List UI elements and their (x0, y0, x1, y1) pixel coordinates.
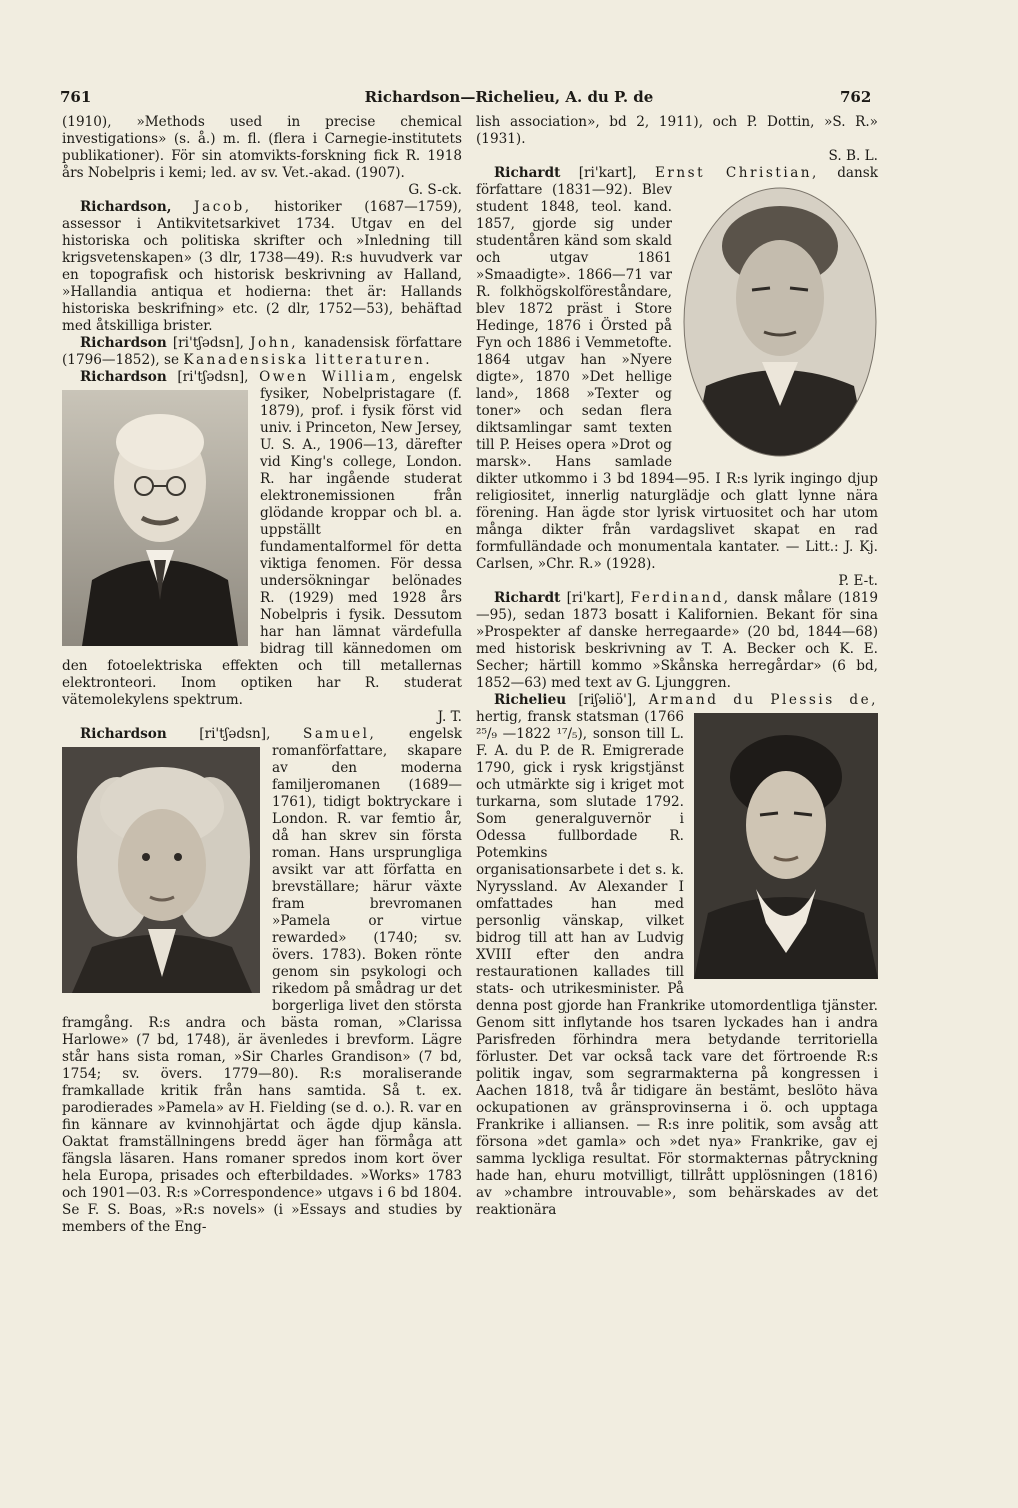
portrait-samuel-richardson (62, 747, 260, 993)
entry-continuation: lish association», bd 2, 1911), och P. Dottin, »S. R.» (1931). S. B. L. (476, 114, 878, 164)
entry-richelieu: Richelieu [riʃəliö'], Armand du Plessis de, hertig, fransk statsman (1766 ²⁵/₉ —1822 ¹⁷/₅), sonson till L. F. A. du P. de R. Emigrerade 1790, gick i rysk krigstjänst och utmärkte sig i kriget mot turkarna, som slutade 1792. Som generalguvernör i Odessa fullbordade R. Potemkins organisationsarbete i det s. k. Nyryssland. Av Alexander I omfattades han med personlig vänskap, vilket bidrog till att han av Ludvig XVIII efter den andra restaurationen kallades till stats- och utrikesminister. På denna post gjorde han Frankrike utomordentliga tjänster. Genom sitt inflytande hos tsaren lyckades han i andra Parisfreden förhindra mera betydande territoriella förluster. Det var också tack vare det förtroende R:s politik ingav, som segrarmakterna på kongressen i Aachen 1818, två år tidigare än bestämt, beslöto häva ockupationen av gränsprovinserna i ö. och upptaga Frankrike i alliansen. — R:s inre politik, som avsåg att försona »det gamla» och »det nya» Frankrike, gav ej samma lyckliga resultat. För stormakternas påtryckning hade han, ehuru motvilligt, tillrått upplösningen (1816) av »chambre introuvable», som behärskades av det reaktionära (476, 692, 878, 1218)
portrait-owen-richardson (62, 390, 248, 646)
pronunciation: [ri'tʃədsn], (172, 335, 244, 351)
headword: Richelieu (494, 692, 567, 708)
page-number-right: 762 (840, 88, 872, 106)
entry-samuel: Richardson [ri'tʃədsn], Samuel, engelsk romanförfattare, skapare av den moderna familjeromanen (1689—1761), tidigt boktryckare i London. R. var femtio år, då han skrev sin första roman. Hans ursprungliga avsikt var att författa en brevställare; härur växte fram brevromanen »Pamela or virtue rewarded» (1740; sv. övers. 1783). Boken rönte genom sin psykologi och rikedom på smådrag ur det borgerliga livet den största framgång. R:s andra och bästa roman, »Clarissa Harlowe» (7 bd, 1748), är ävenledes i brevform. Lägre står hans sista roman, »Sir Charles Grandison» (7 bd, 1754; sv. övers. 1779—80). R:s moraliserande framkallade kritik från hans samtida. Så t. ex. parodierades »Pamela» av H. Fielding (se d. o.). R. var en fin kännare av kvinnohjärtat och ägde djup känsla. Oaktat framställningens bredd äger han förmåga att fängsla läsaren. Hans romaner spredos inom kort över hela Europa, prisades och efterbildades. »Works» 1783 och 1901—03. R:s »Correspondence» utgavs i 6 bd 1804. Se F. S. Boas, »R:s novels» (i »Essays and studies by members of the Eng- (62, 726, 462, 1235)
given-name: Ferdinand, (630, 590, 731, 606)
portrait-ernst-richardt (682, 186, 878, 458)
given-name: John, (250, 335, 299, 351)
given-name: Owen William, (259, 369, 399, 385)
entry-ernst: Richardt [ri'kart], Ernst Christian, dansk författare (1831—92). Blev student 1848, teol. kand. 1857, gjorde sig under studentåren känd som skald och utgav 1861 »Smaadigte». 1866—71 var R. folkhögskolföreståndare, blev 1872 präst i Store Hedinge, 1876 i Örsted på Fyn och 1886 i Vemmetofte. 1864 utgav han »Nyere digte», 1870 »Det hellige land», 1868 »Texter og toner» och sedan flera diktsamlingar samt texten till P. Heises opera »Drot og marsk». Hans samlade dikter utkommo i 3 bd 1894—95. I R:s lyrik ingingo djup religiositet, innerlig naturglädje och glatt lynne nära förening. Han ägde stor lyrisk virtuositet och har utom många dikter från vardagslivet skapat en rad formfulländade och monumentala kantater. — Litt.: J. Kj. Carlsen, »Chr. R.» (1928). P. E-t. (476, 165, 879, 589)
left-column (62, 114, 462, 1236)
pronunciation: [ri'kart], (566, 590, 625, 606)
headword: Richardson (80, 369, 167, 385)
headword: Richardson (80, 335, 167, 351)
headword: Richardt (494, 590, 561, 606)
signature: P. E-t. (838, 573, 878, 589)
pronunciation: [ri'tʃədsn], (199, 726, 271, 742)
pronunciation: [riʃəliö'], (578, 692, 637, 708)
headword: Richardt (494, 165, 561, 181)
signature: S. B. L. (828, 148, 878, 164)
given-name: Ernst Christian, (654, 165, 819, 181)
pronunciation: [ri'kart], (578, 165, 637, 181)
given-name: Samuel, (303, 726, 377, 742)
entry-john: Richardson [ri'tʃədsn], John, kanadensisk författare (1796—1852), se Kanadensiska litteraturen. (62, 335, 462, 368)
entry-ferdinand: Richardt [ri'kart], Ferdinand, dansk målare (1819—95), sedan 1873 bosatt i Kalifornien. Bekant för sina »Prospekter af danske herregaarde» (20 bd, 1844—68) med historisk beskrivning av T. A. Becker och K. E. Secher; härtill kommo »Skånska herregårdar» (6 bd, 1852—63) med text av G. Ljunggren. (476, 590, 878, 691)
entry-owen: Richardson [ri'tʃədsn], Owen William, engelsk fysiker, Nobelpristagare (f. 1879), prof. i fysik först vid univ. i Princeton, New Jersey, U. S. A., 1906—13, därefter vid King's college, London. R. har ingående studerat elektronemissionen från glödande kroppar och bl. a. uppställt en fundamentalformel för detta viktiga fenomen. För dessa undersökningar belönades R. (1929) med 1928 års Nobelpris i fysik. Dessutom har han lämnat värdefulla bidrag till kännedomen om den fotoelektriska effekten och till metallernas elektronteori. Inom optiken har R. studerat vätemolekylens spektrum. J. T. (62, 369, 462, 725)
portrait-richelieu (694, 713, 878, 979)
running-title: Richardson—Richelieu, A. du P. de (364, 88, 654, 106)
signature: G. S-ck. (408, 182, 462, 198)
given-name: Jacob, (194, 199, 252, 215)
pronunciation: [ri'tʃədsn], (177, 369, 249, 385)
headword: Richardson (80, 726, 167, 742)
right-column (476, 114, 878, 1219)
signature: J. T. (437, 709, 462, 725)
entry-jacob: Richardson, Jacob, historiker (1687—1759), assessor i Antikvitetsarkivet 1734. Utgav en del historiska och politiska skrifter och »Inledning till krigsvetenskapen» (3 dlr, 1738—49). R:s huvudverk var en topografisk och historisk beskrivning av Halland, »Hallandia antiqua et hodierna: thet är: Hallands historiska beskrifning» etc. (2 dlr, 1752—53), behäftad med åtskilliga brister. (62, 199, 462, 334)
page-number-left: 761 (60, 88, 92, 106)
given-name: Armand du Plessis de, (648, 692, 878, 708)
headword: Richardson, (80, 199, 172, 215)
entry-continuation: (1910), »Methods used in precise chemical investigations» (s. å.) m. fl. (flera i Carnegie-institutets publikationer). För sin atomvikts-forskning fick R. 1918 års Nobelpris i kemi; led. av sv. Vet.-akad. (1907). G. S-ck. (62, 114, 462, 198)
cross-reference: Kanadensiska litteraturen. (183, 352, 433, 368)
